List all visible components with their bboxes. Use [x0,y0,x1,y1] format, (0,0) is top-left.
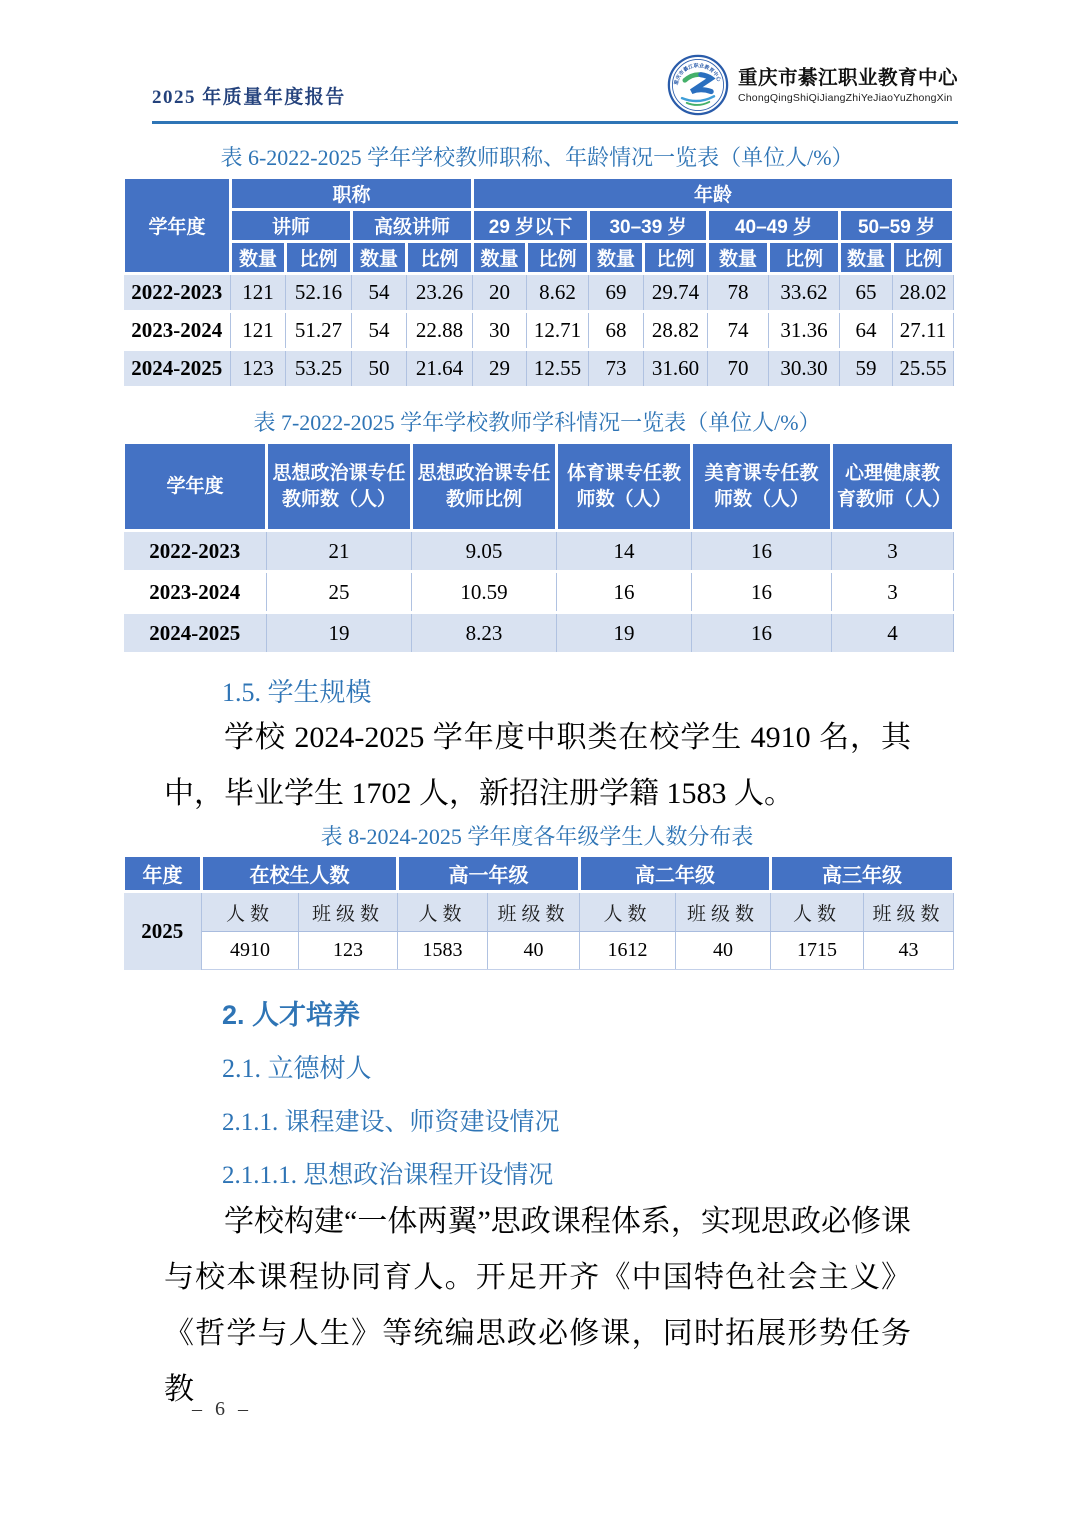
table6-caption: 表 6-2022-2025 学年学校教师职称、年龄情况一览表（单位人/%） [220,145,854,170]
table6-cell: 54 [352,274,407,312]
table6-header-year: 学年度 [124,178,231,274]
table6-leaf: 数量 [589,242,644,274]
table6-leaf: 数量 [473,242,527,274]
table6-cell: 65 [840,274,893,312]
table6-cell: 28.82 [644,312,708,350]
table7-row [124,572,954,613]
table6-cell: 70 [708,350,769,388]
table8-cell: 43 [864,932,954,970]
page-header [152,54,958,120]
table6-cell: 121 [231,274,286,312]
table7-cell: 14 [557,531,692,572]
table6-row [124,274,954,312]
table7-header: 心理健康教育教师（人） [832,443,954,531]
header-divider [152,121,958,124]
school-name-pinyin: ChongQingShiQiJiangZhiYeJiaoYuZhongXin [737,92,953,105]
table6-cell: 29 [473,350,527,388]
school-name: 重庆市綦江职业教育中心 [737,67,958,89]
table7-cell: 16 [557,572,692,613]
table7-header: 美育课专任教师数（人） [692,443,832,531]
table7-header: 学年度 [124,443,267,531]
table6-cell: 50 [352,350,407,388]
table6-cell: 121 [231,312,286,350]
paragraph-ideology-course: 学校构建“一体两翼”思政课程体系，实现思政必修课与校本课程协同育人。开足开齐《中国特色社会主义》《哲学与人生》等统编思政必修课，同时拓展形势任务教 [164,1205,911,1406]
table6-cell: 30 [473,312,527,350]
table6-cell: 12.71 [527,312,589,350]
table6-cell: 27.11 [893,312,954,350]
table6-cell: 31.60 [644,350,708,388]
table7-cell: 25 [267,572,412,613]
table7-cell: 3 [832,531,954,572]
table8-cell: 123 [299,932,398,970]
school-logo-block [667,54,958,116]
table8-cell: 1583 [398,932,488,970]
table6-row [124,312,954,350]
table7-cell: 16 [692,572,832,613]
table6-cell: 53.25 [286,350,352,388]
table7-header: 思想政治课专任教师数（人） [267,443,412,531]
table6-cell: 21.64 [407,350,473,388]
table6-leaf: 数量 [708,242,769,274]
table8-group: 高一年级 [398,856,580,892]
table7-cell: 10.59 [412,572,557,613]
table6-leaf: 比例 [527,242,589,274]
section-heading-2-1-1-1: 2.1.1.1. 思想政治课程开设情况 [222,1162,554,1189]
table8-header-year: 年度 [124,856,202,892]
table8-sub: 班级数 [864,892,954,932]
table6-row-year: 2024-2025 [124,350,231,388]
table6-cell: 30.30 [769,350,840,388]
table8-sub: 班级数 [488,892,580,932]
table7-cell: 4 [832,613,954,654]
school-logo-icon [667,54,729,116]
section-heading-2-1: 2.1. 立德树人 [222,1054,372,1083]
table6-cell: 8.62 [527,274,589,312]
table7-cell: 21 [267,531,412,572]
table8-data-row [124,932,954,970]
table8-group: 高三年级 [771,856,954,892]
table7-row-year: 2023-2024 [124,572,267,613]
table6-cell: 12.55 [527,350,589,388]
table6-leaf: 数量 [352,242,407,274]
table8-subheader-row [124,892,954,932]
table6-cell: 31.36 [769,312,840,350]
student-distribution-table [122,854,955,970]
table6-leaf: 比例 [893,242,954,274]
table6-band: 30–39 岁 [589,210,708,242]
table7-header: 思想政治课专任教师比例 [412,443,557,531]
table6-leaf: 比例 [286,242,352,274]
table6-cell: 51.27 [286,312,352,350]
table8-sub: 人数 [580,892,676,932]
table6-header-age-group: 年龄 [473,178,954,210]
table8-cell: 40 [488,932,580,970]
section-heading-2-1-1: 2.1.1. 课程建设、师资建设情况 [222,1109,560,1136]
table6-cell: 25.55 [893,350,954,388]
table6-cell: 123 [231,350,286,388]
table6-band: 40–49 岁 [708,210,840,242]
table7-row-year: 2024-2025 [124,613,267,654]
table7-row [124,613,954,654]
table6-band: 高级讲师 [352,210,473,242]
table6-cell: 28.02 [893,274,954,312]
table6-band: 29 岁以下 [473,210,589,242]
table6-cell: 69 [589,274,644,312]
table8-year-value: 2025 [124,892,202,970]
table7-row [124,531,954,572]
table6-cell: 54 [352,312,407,350]
table8-sub: 班级数 [676,892,771,932]
table6-cell: 78 [708,274,769,312]
table7-cell: 19 [557,613,692,654]
table7-header: 体育课专任教师数（人） [557,443,692,531]
table6-cell: 22.88 [407,312,473,350]
table8-sub: 人数 [202,892,299,932]
table6-leaf: 比例 [407,242,473,274]
table8-caption: 表 8-2024-2025 学年度各年级学生人数分布表 [320,824,754,849]
table6-leaf: 数量 [840,242,893,274]
table6-row-year: 2023-2024 [124,312,231,350]
table6-leaf: 比例 [769,242,840,274]
table8-cell: 4910 [202,932,299,970]
table7-cell: 8.23 [412,613,557,654]
table6-cell: 74 [708,312,769,350]
table7-row-year: 2022-2023 [124,531,267,572]
section-heading-2: 2. 人才培养 [222,1000,361,1030]
table6-cell: 68 [589,312,644,350]
table6-band: 讲师 [231,210,352,242]
table6-cell: 73 [589,350,644,388]
table7-cell: 19 [267,613,412,654]
svg-text:重庆市綦江职业教育中心: 重庆市綦江职业教育中心 [673,63,722,86]
table6-cell: 33.62 [769,274,840,312]
table8-group: 高二年级 [580,856,771,892]
table6-cell: 52.16 [286,274,352,312]
table6-row [124,350,954,388]
table8-cell: 1715 [771,932,864,970]
table7-caption: 表 7-2022-2025 学年学校教师学科情况一览表（单位人/%） [253,410,821,435]
teacher-subject-table [122,441,955,655]
table6-cell: 23.26 [407,274,473,312]
table6-leaf: 比例 [644,242,708,274]
school-names [738,66,958,104]
paragraph-student-scale: 学校 2024-2025 学年度中职类在校学生 4910 名，其中，毕业学生 1702 人，新招注册学籍 1583 人。 [164,721,911,810]
teacher-title-age-table [122,176,955,389]
table6-cell: 64 [840,312,893,350]
table7-cell: 9.05 [412,531,557,572]
table7-cell: 16 [692,613,832,654]
table6-leaf: 数量 [231,242,286,274]
table6-cell: 29.74 [644,274,708,312]
table8-sub: 人数 [398,892,488,932]
table8-cell: 1612 [580,932,676,970]
table6-header-title-group: 职称 [231,178,473,210]
table6-cell: 20 [473,274,527,312]
table6-cell: 59 [840,350,893,388]
table8-sub: 班级数 [299,892,398,932]
table8-sub: 人数 [771,892,864,932]
page-number: – 6 – [192,1398,252,1420]
table7-cell: 16 [692,531,832,572]
table6-band: 50–59 岁 [840,210,954,242]
table7-cell: 3 [832,572,954,613]
table8-group: 在校生人数 [202,856,398,892]
report-title: 2025 年质量年度报告 [152,87,346,108]
section-heading-1-5: 1.5. 学生规模 [222,678,372,707]
table6-row-year: 2022-2023 [124,274,231,312]
table8-cell: 40 [676,932,771,970]
